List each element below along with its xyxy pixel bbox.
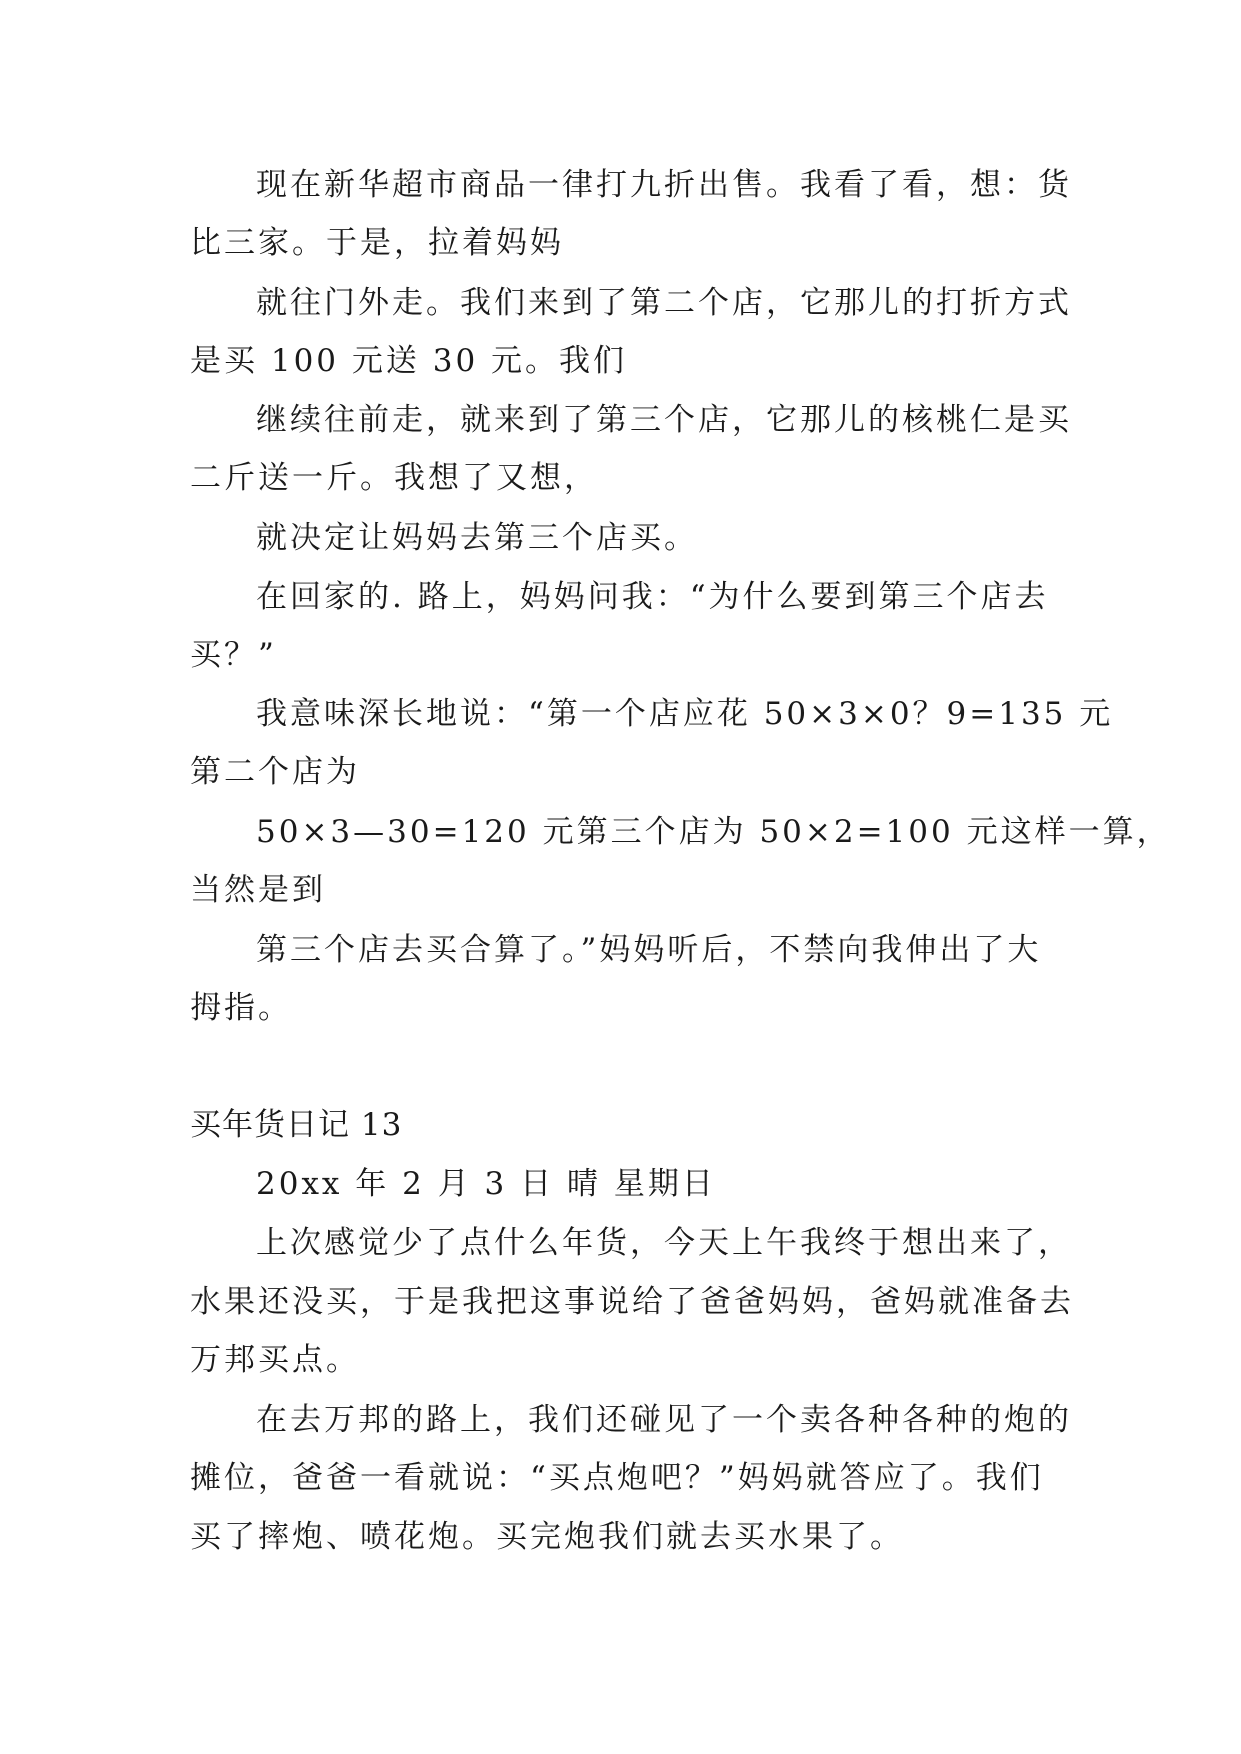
paragraph-line: 买了摔炮、喷花炮。买完炮我们就去买水果了。 bbox=[190, 1519, 904, 1555]
paragraph-line: 水果还没买，于是我把这事说给了爸爸妈妈，爸妈就准备去 bbox=[190, 1284, 1074, 1320]
paragraph-line: 继续往前走，就来到了第三个店，它那儿的核桃仁是买 bbox=[256, 402, 1072, 438]
paragraph-line: 第二个店为 bbox=[190, 754, 360, 790]
paragraph-line: 是买 100 元送 30 元。我们 bbox=[190, 343, 628, 379]
paragraph-line: 在去万邦的路上，我们还碰见了一个卖各种各种的炮的 bbox=[256, 1402, 1072, 1438]
paragraph-line: 现在新华超市商品一律打九折出售。我看了看，想：货 bbox=[256, 167, 1072, 203]
paragraph-line: 当然是到 bbox=[190, 872, 326, 908]
date-line: 20xx 年 2 月 3 日 晴 星期日 bbox=[256, 1166, 716, 1202]
paragraph-line: 比三家。于是，拉着妈妈 bbox=[190, 225, 564, 261]
paragraph-line: 50×3—30=120 元第三个店为 50×2=100 元这样一算， bbox=[256, 814, 1171, 850]
paragraph-line: 买？” bbox=[190, 637, 277, 673]
paragraph-line: 我意味深长地说：“第一个店应花 50×3×0？9=135 元 bbox=[256, 696, 1114, 732]
paragraph-line: 第三个店去买合算了。”妈妈听后，不禁向我伸出了大 bbox=[256, 932, 1042, 968]
paragraph-line: 就决定让妈妈去第三个店买。 bbox=[256, 520, 698, 556]
section-title: 买年货日记 13 bbox=[190, 1107, 403, 1143]
paragraph-line: 在回家的. 路上，妈妈问我：“为什么要到第三个店去 bbox=[256, 579, 1049, 615]
paragraph-line: 上次感觉少了点什么年货，今天上午我终于想出来了， bbox=[256, 1225, 1072, 1261]
paragraph-line: 拇指。 bbox=[190, 990, 292, 1026]
paragraph-line: 二斤送一斤。我想了又想， bbox=[190, 460, 598, 496]
paragraph-line: 摊位，爸爸一看就说：“买点炮吧？”妈妈就答应了。我们 bbox=[190, 1460, 1044, 1496]
paragraph-line: 万邦买点。 bbox=[190, 1342, 360, 1378]
paragraph-line: 就往门外走。我们来到了第二个店，它那儿的打折方式 bbox=[256, 285, 1072, 321]
